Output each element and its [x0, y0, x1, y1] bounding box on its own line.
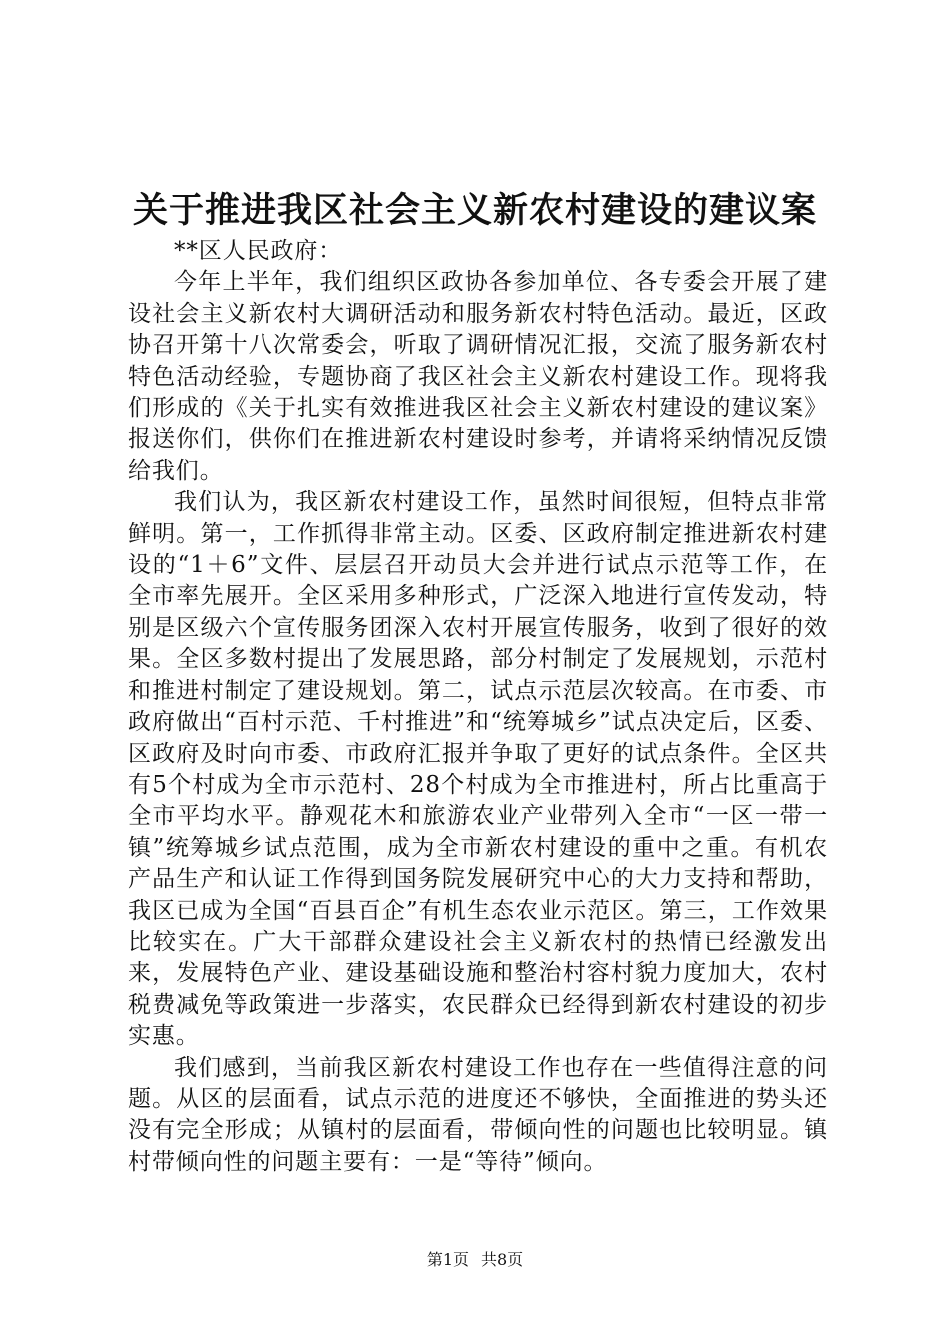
paragraph-2: 我们认为，我区新农村建设工作，虽然时间很短，但特点非常鲜明。第一，工作抓得非常主动。区委、区政府制定推进新农村建设的“1＋6”文件、层层召开动员大会并进行试点示范等工作，在全市率先展开。全区采用多种形式，广泛深入地进行宣传发动，特别是区级六个宣传服务团深入农村开展宣传服务，收到了很好的效果。全区多数村提出了发展思路，部分村制定了发展规划，示范村和推进村制定了建设规划。第二，试点示范层次较高。在市委、市政府做出“百村示范、千村推进”和“统筹城乡”试点决定后，区委、区政府及时向市委、市政府汇报并争取了更好的试点条件。全区共有5个村成为全市示范村、28个村成为全市推进村，所占比重高于全市平均水平。静观花木和旅游农业产业带列入全市“一区一带一镇”统筹城乡试点范围，成为全市新农村建设的重中之重。有机农产品生产和认证工作得到国务院发展研究中心的大力支持和帮助，我区已成为全国“百县百企”有机生态农业示范区。第三，工作效果比较实在。广大干部群众建设社会主义新农村的热情已经激发出来，发展特色产业、建设基础设施和整治村容村貌力度加大，农村税费减免等政策进一步落实，农民群众已经得到新农村建设的初步实惠。: [128, 489, 828, 1050]
page-footer: [0, 1250, 950, 1270]
salutation: **区人民政府：: [174, 238, 343, 264]
page-number: 第1页: [426, 1250, 469, 1269]
paragraph-3: 我们感到，当前我区新农村建设工作也存在一些值得注意的问题。从区的层面看，试点示范的进度还不够快，全面推进的势头还没有完全形成；从镇村的层面看，带倾向性的问题也比较明显。镇村带倾向性的问题主要有：一是“等待”倾向。: [128, 1054, 828, 1175]
document-body: [128, 236, 828, 1178]
page-total: 共8页: [481, 1250, 524, 1269]
document-title: 关于推进我区社会主义新农村建设的建议案: [132, 190, 817, 231]
paragraph-1: 今年上半年，我们组织区政协各参加单位、各专委会开展了建设社会主义新农村大调研活动和服务新农村特色活动。最近，区政协召开第十八次常委会，听取了调研情况汇报，交流了服务新农村特色活动经验，专题协商了我区社会主义新农村建设工作。现将我们形成的《关于扎实有效推进我区社会主义新农村建设的建议案》报送你们，供你们在推进新农村建设时参考，并请将采纳情况反馈给我们。: [128, 269, 828, 484]
